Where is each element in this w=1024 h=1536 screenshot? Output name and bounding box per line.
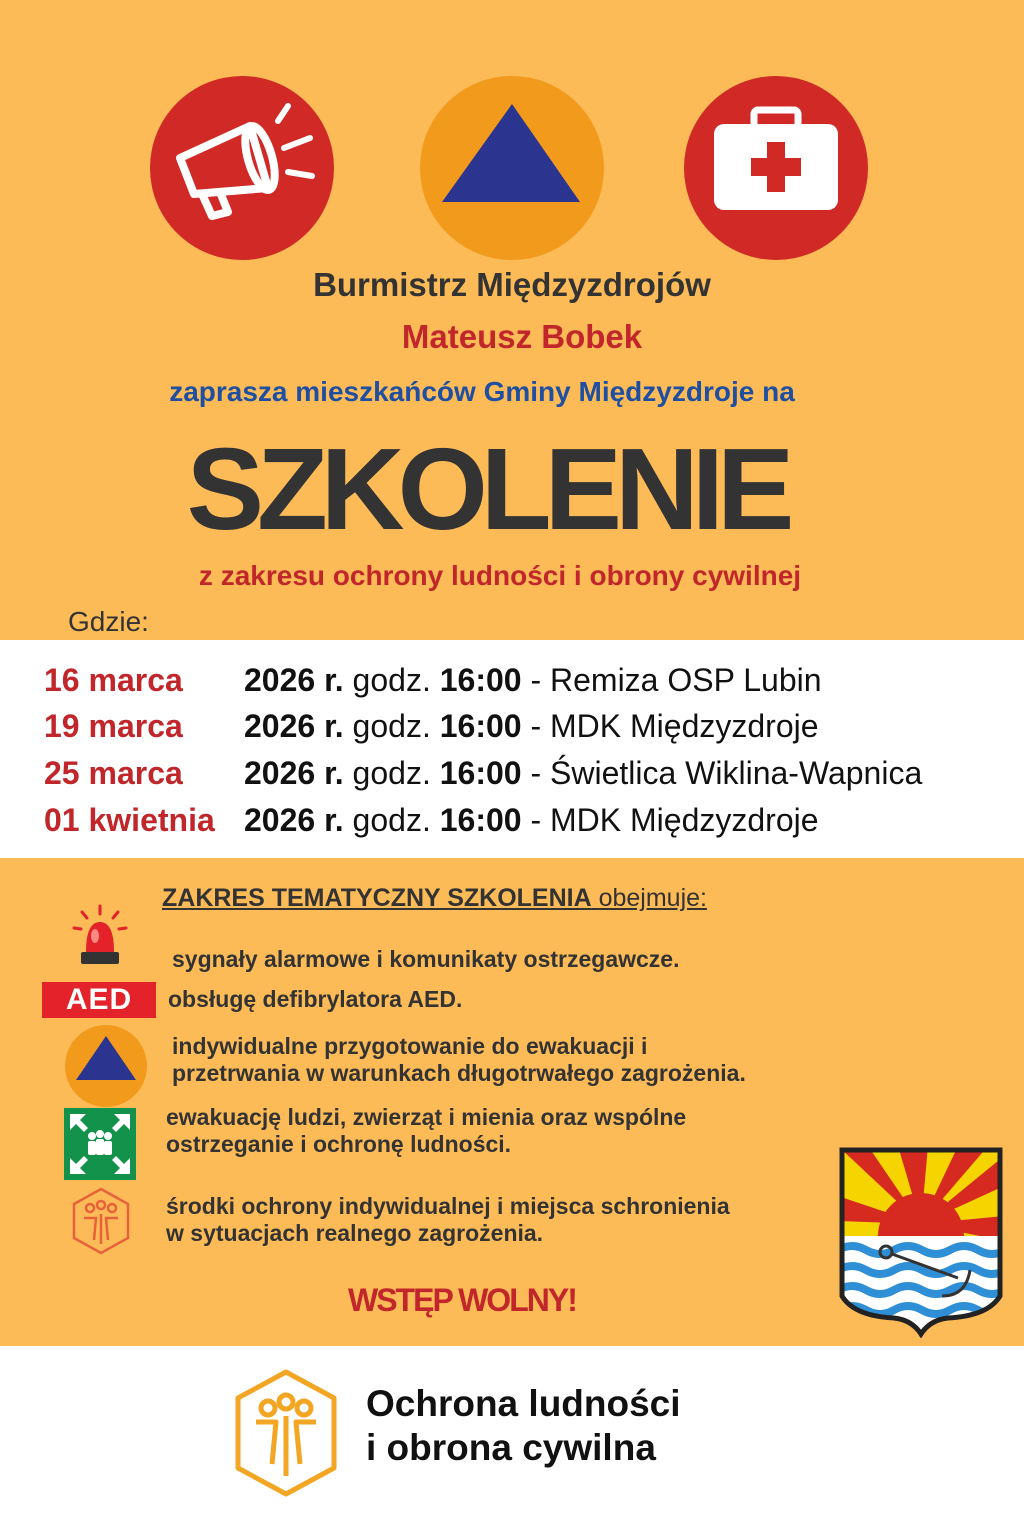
scope-title-rest: obejmuje: [598,884,707,912]
list-item [172,1033,746,1087]
schedule-date: 01 kwietnia [44,802,215,838]
scope-item-text: sygnały alarmowe i komunikaty ostrzegawcze. [172,946,680,972]
schedule-year: 2026 r. [244,802,344,838]
scope-item-text: indywidualne przygotowanie do ewakuacji i [172,1033,648,1059]
mayor-title: Burmistrz Międzyzdrojów [313,266,711,303]
civil-defense-triangle-icon [64,1024,148,1113]
schedule-time-label: godz. [352,802,431,838]
schedule-time-label: godz. [352,755,431,791]
schedule-year: 2026 r. [244,708,344,744]
schedule-place: - Remiza OSP Lubin [530,662,822,698]
scope-title-bold: ZAKRES TEMATYCZNY SZKOLENIA [162,884,592,912]
aed-icon: AED [42,982,156,1018]
schedule-date: 19 marca [44,708,183,744]
civil-protection-logo-icon [232,1368,340,1503]
scope-title [162,884,707,913]
where-label: Gdzie: [68,606,149,637]
page-title: SZKOLENIE [186,424,788,554]
civil-protection-logo-icon [70,1186,132,1261]
civil-defense-triangle-icon [420,76,604,260]
schedule-time: 16:00 [439,662,522,698]
list-item [166,1193,730,1247]
scope-item-text: ewakuację ludzi, zwierząt i mienia oraz wspólne [166,1104,687,1130]
free-entry-text: WSTĘP WOLNY! [348,1282,576,1318]
schedule-time: 16:00 [439,708,522,744]
schedule-place: - Świetlica Wiklina-Wapnica [530,755,923,791]
alarm-beacon-icon [72,904,128,975]
list-item [168,986,462,1013]
schedule-time-label: godz. [352,662,431,698]
list-item [166,1104,686,1158]
mayor-name: Mateusz Bobek [401,318,643,355]
scope-item-text: przetrwania w warunkach długotrwałego zagrożenia. [172,1060,746,1086]
scope-item-text: w sytuacjach realnego zagrożenia. [166,1220,544,1246]
scope-item-text: obsługę defibrylatora AED. [168,986,463,1012]
schedule-date: 16 marca [44,662,183,698]
schedule-place: - MDK Międzyzdroje [530,708,819,744]
brand-line: Ochrona ludności [366,1383,681,1424]
scope-item-text: ostrzeganie i ochronę ludności. [166,1131,512,1157]
schedule-place: - MDK Międzyzdroje [530,802,819,838]
schedule-time: 16:00 [439,802,522,838]
schedule-year: 2026 r. [244,662,344,698]
schedule-year: 2026 r. [244,755,344,791]
schedule-date: 25 marca [44,755,183,791]
subtitle: z zakresu ochrony ludności i obrony cywilnej [198,560,802,591]
schedule-time: 16:00 [439,755,522,791]
first-aid-kit-icon [684,76,868,260]
brand-line: i obrona cywilna [366,1427,656,1468]
brand-name [366,1382,681,1470]
scope-item-text: środki ochrony indywidualnej i miejsca schronienia [166,1193,730,1219]
megaphone-icon [150,76,334,260]
schedule-time-label: godz. [352,708,431,744]
assembly-point-icon [64,1108,136,1185]
coat-of-arms-icon [838,1146,1004,1343]
list-item [172,946,679,973]
invitation-text: zaprasza mieszkańców Gminy Międzyzdroje na [169,376,795,407]
